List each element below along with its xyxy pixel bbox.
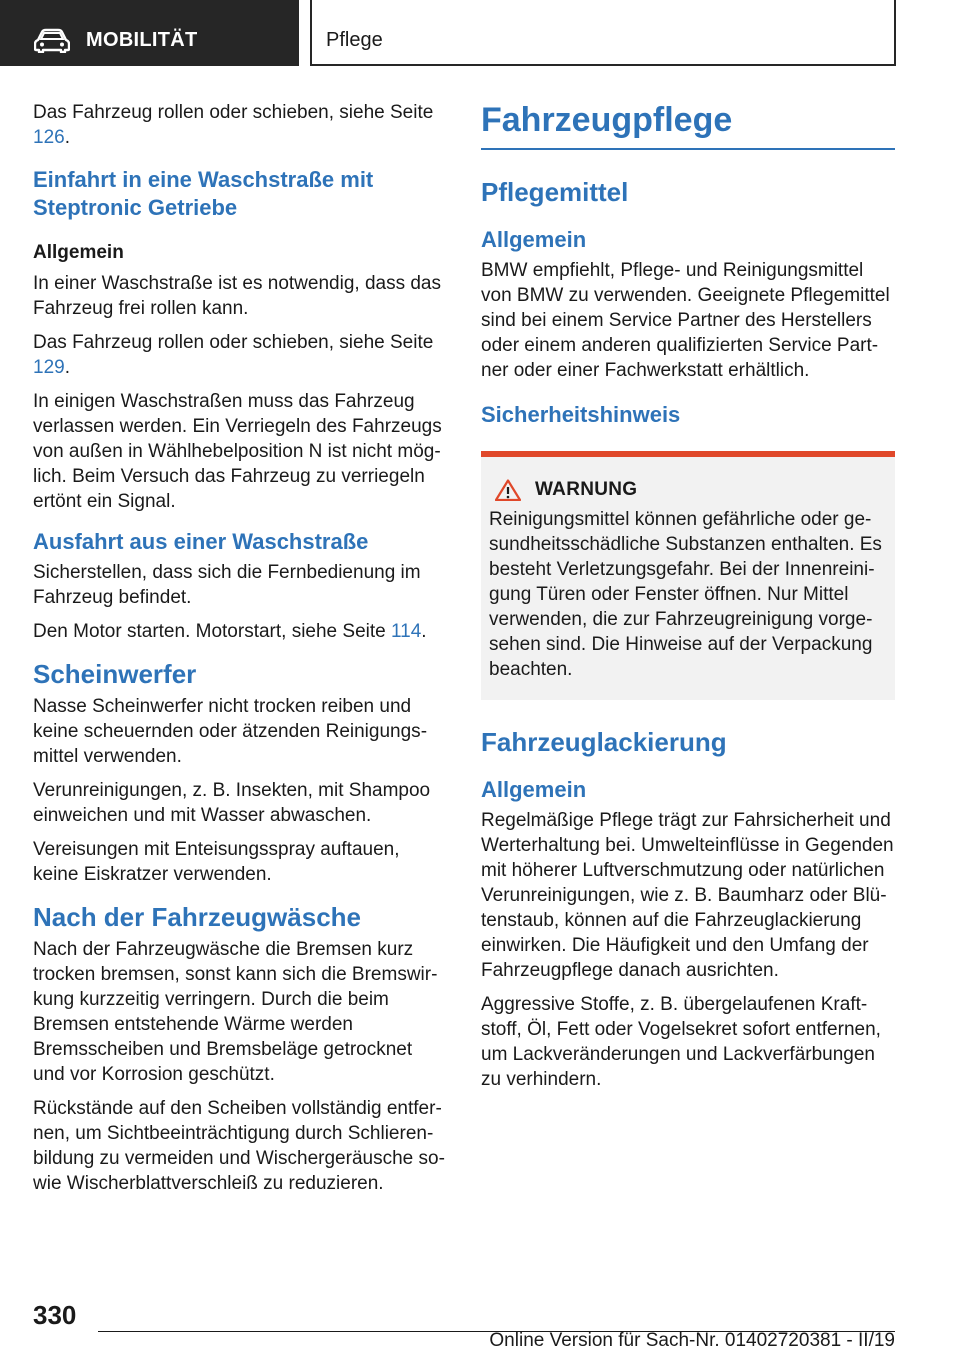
paragraph-bremsen: Nach der Fahrzeugwäsche die Bremsen kurz trocken bremsen, sonst kann sich die Bremswirkung kurzzeitig verringern. Durch die beim Bremsen entstehende Wärme werden Bremsscheiben und Bremsbeläge getrocknet und vor Korrosion geschützt. xyxy=(33,939,438,1085)
warning-box xyxy=(481,451,895,700)
paragraph-motorstart: Den Motor starten. Motorstart, siehe Seite 114. xyxy=(33,621,427,642)
section-tab-mobilitaet[interactable] xyxy=(0,0,299,66)
paragraph-bmw-empfiehlt: BMW empfiehlt, Pflege- und Reinigungsmittel von BMW zu verwenden. Geeignete Pflegemittel sind bei einem Service Partner des Herstellers oder einem anderen qualifizierten Service Partner oder einer Fachwerkstatt erhältlich. xyxy=(481,260,890,381)
paragraph-verriegeln: In einigen Waschstraßen muss das Fahrzeug verlassen werden. Ein Verriegeln des Fahrzeugs von außen in Wählhebelposition N ist nicht möglich. Beim Versuch das Fahrzeug zu verriegeln ertönt ein Signal. xyxy=(33,391,442,512)
heading-nach-fahrzeugwaesche: Nach der Fahrzeugwäsche xyxy=(33,902,361,932)
paragraph-rueckstaende: Rückstände auf den Scheiben vollständig entfernen, um Sichtbeeinträchtigung durch Schlierenbildung zu vermeiden und Wischergeräusche sowie Wischerblattverschleiß zu reduzieren. xyxy=(33,1098,445,1194)
heading-pflegemittel: Pflegemittel xyxy=(481,177,629,207)
paragraph-aggressive-stoffe: Aggressive Stoffe, z. B. übergelaufenen Kraftstoff, Öl, Fett oder Vogelsekret sofort entfernen, um Lackveränderungen und Lackverfärbungen zu verhindern. xyxy=(481,994,881,1090)
intro-paragraph: Das Fahrzeug rollen oder schieben, siehe Seite 126. xyxy=(33,102,434,148)
paragraph-fernbedienung: Sicherstellen, dass sich die Fernbedienung im Fahrzeug befindet. xyxy=(33,562,421,608)
paragraph-frei-rollen: In einer Waschstraße ist es notwendig, dass das Fahrzeug frei rollen kann. xyxy=(33,273,441,319)
page-number: 330 xyxy=(33,1300,77,1330)
section-tab-label: MOBILITÄT xyxy=(86,29,198,51)
heading-einfahrt: Einfahrt in eine Waschstraße mit Steptronic Getriebe xyxy=(33,167,374,220)
page-link-114[interactable]: 114 xyxy=(391,621,422,642)
heading-fahrzeugpflege: Fahrzeugpflege xyxy=(481,100,895,150)
paragraph-rollen-schieben: Das Fahrzeug rollen oder schieben, siehe Seite 129. xyxy=(33,332,434,378)
heading-ausfahrt: Ausfahrt aus einer Waschstraße xyxy=(33,529,369,554)
car-icon xyxy=(34,27,70,53)
chapter-tab-pflege[interactable] xyxy=(310,0,896,66)
right-column xyxy=(481,100,895,1101)
footer-version: Online Version für Sach-Nr. 01402720381 - II/19 xyxy=(489,1330,895,1351)
heading-fahrzeuglackierung: Fahrzeuglackierung xyxy=(481,727,727,757)
heading-sicherheitshinweis: Sicherheitshinweis xyxy=(481,402,681,427)
top-navigation xyxy=(0,0,960,66)
heading-scheinwerfer: Scheinwerfer xyxy=(33,659,197,689)
paragraph-insekten: Verunreinigungen, z. B. Insekten, mit Shampoo einweichen und mit Wasser abwaschen. xyxy=(33,780,431,826)
heading-allgemein-left: Allgemein xyxy=(33,242,124,263)
page-link-126[interactable]: 126 xyxy=(33,127,65,148)
page-link-129[interactable]: 129 xyxy=(33,357,65,378)
warning-text: Reinigungsmittel können gefährliche oder gesundheitsschädliche Substanzen enthalten. Es besteht Verletzungsgefahr. Bei der Innenreinigung Türen oder Fenster öffnen. Nur Mittel verwenden, die zur Fahrzeugreinigung vorgesehen sind. Die Hinweise auf der Verpackung beachten. xyxy=(489,509,882,680)
left-column xyxy=(33,100,445,1205)
paragraph-regelmaessige-pflege: Regelmäßige Pflege trägt zur Fahrsicherheit und Werterhaltung bei. Umwelteinflüsse in Gegenden mit höherer Luftverschmutzung oder natürlichen Verunreinigungen, wie z. B. Baumharz oder Blütenstaub, können auf die Fahrzeuglackierung einwirken. Die Häufigkeit und den Umfang der Fahrzeugpflege danach ausrichten. xyxy=(481,810,894,981)
paragraph-nasse-scheinwerfer: Nasse Scheinwerfer nicht trocken reiben und keine scheuernden oder ätzenden Reinigungsmittel verwenden. xyxy=(33,696,428,767)
heading-allgemein-lackierung: Allgemein xyxy=(481,777,587,802)
warning-title: WARNUNG xyxy=(535,479,638,500)
warning-header xyxy=(489,479,887,501)
chapter-tab-label: Pflege xyxy=(326,29,383,51)
warning-triangle-icon xyxy=(495,479,521,501)
paragraph-vereisungen: Vereisungen mit Enteisungsspray auftauen, keine Eiskratzer verwenden. xyxy=(33,839,400,885)
heading-allgemein-pflegemittel: Allgemein xyxy=(481,227,587,252)
